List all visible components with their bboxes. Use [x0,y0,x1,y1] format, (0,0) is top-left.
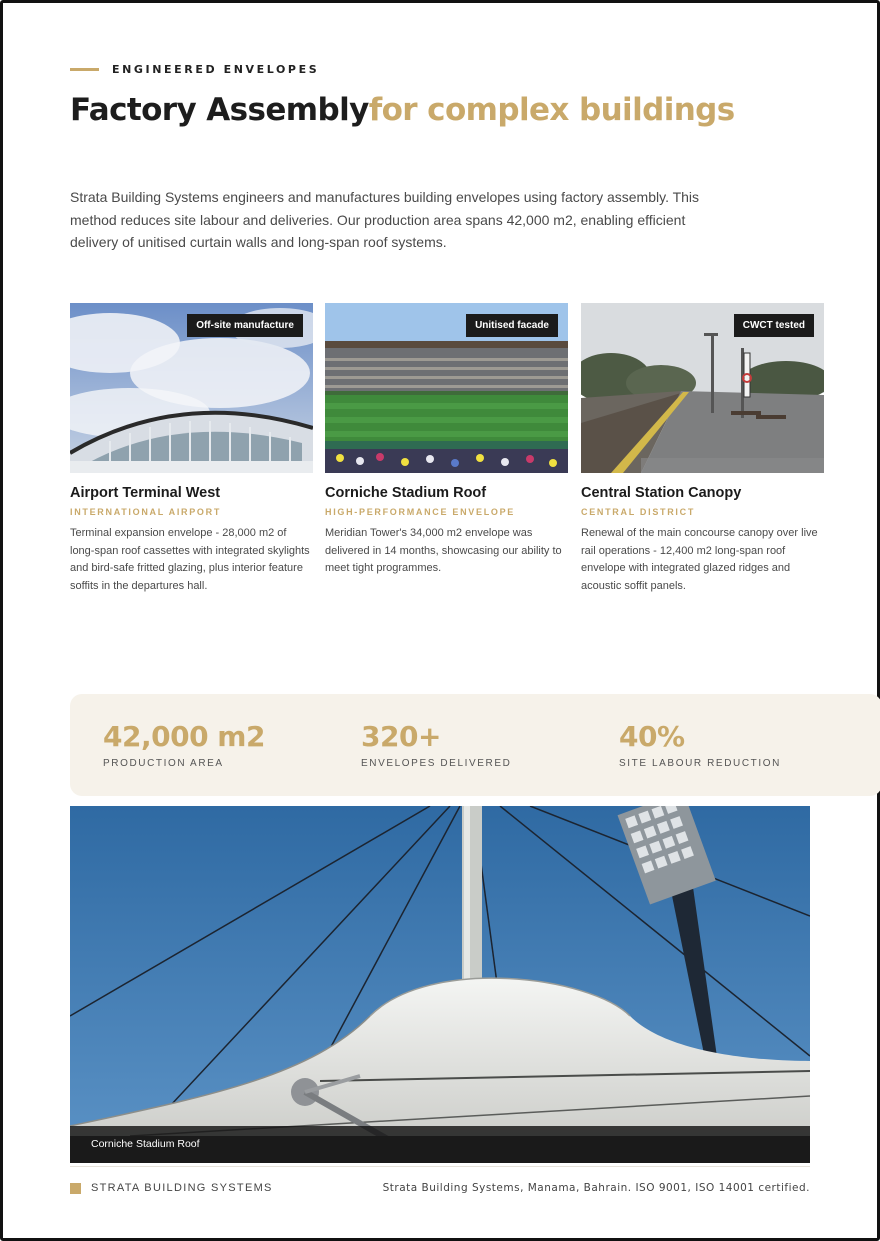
project-description: Renewal of the main concourse canopy over live rail operations - 12,400 m2 long-span roof envelope with integrated glazed ridges and acoustic soffit panels. [581,527,818,592]
stats-band [70,694,880,796]
project-title: Airport Terminal West [70,485,221,501]
section-eyebrow [70,63,319,76]
stat-value: 40% [619,720,685,753]
stat-value: 320+ [361,720,441,753]
stat-label: PRODUCTION AREA [103,758,224,769]
project-tag: Unitised facade [466,314,558,337]
brand-square-icon [70,1183,81,1194]
project-card-stadium [325,303,568,578]
footer-info: Strata Building Systems, Manama, Bahrain. ISO 9001, ISO 14001 certified. [382,1182,810,1194]
project-image-stadium [325,303,568,473]
footer-brand-text: STRATA BUILDING SYSTEMS [91,1182,273,1194]
project-description: Meridian Tower's 34,000 m2 envelope was delivered in 14 months, showcasing our ability to meet tight programmes. [325,527,562,575]
project-title: Central Station Canopy [581,485,742,501]
page-title [70,92,735,128]
stat-label: ENVELOPES DELIVERED [361,758,512,769]
hero-image [70,806,810,1163]
stat-production-area [103,720,265,769]
intro-paragraph: Strata Building Systems engineers and manufactures building envelopes using factory assembly. This method reduces site labour and deliveries. Our production area spans 42,000 m2, enabling efficient delivery of unitised curtain walls and long-span roof systems. [70,189,700,250]
project-tag: Off-site manufacture [187,314,303,337]
stat-envelopes-delivered [361,720,511,769]
eyebrow-text: ENGINEERED ENVELOPES [112,63,320,76]
project-description: Terminal expansion envelope - 28,000 m2 of long-span roof cassettes with integrated skylights and bird-safe fritted glazing, plus interior feature soffits in the departures hall. [70,527,310,592]
stat-site-labour [619,720,781,769]
project-subtitle: CENTRAL DISTRICT [581,507,696,517]
project-card-airport [70,303,313,595]
project-image-airport [70,303,313,473]
project-subtitle: INTERNATIONAL AIRPORT [70,507,222,517]
hero-caption: Corniche Stadium Roof [70,1126,810,1163]
stat-label: SITE LABOUR REDUCTION [619,758,781,769]
title-accent: for complex buildings [368,92,735,128]
title-dark: Factory Assembly [70,92,369,128]
project-card-station [581,303,824,595]
eyebrow-accent-bar [70,68,99,71]
footer-brand [70,1182,273,1194]
project-image-station [581,303,824,473]
project-title: Corniche Stadium Roof [325,485,487,501]
project-subtitle: HIGH-PERFORMANCE ENVELOPE [325,507,516,517]
footer-divider [70,1166,810,1167]
project-tag: CWCT tested [734,314,814,337]
stat-value: 42,000 m2 [103,720,265,753]
